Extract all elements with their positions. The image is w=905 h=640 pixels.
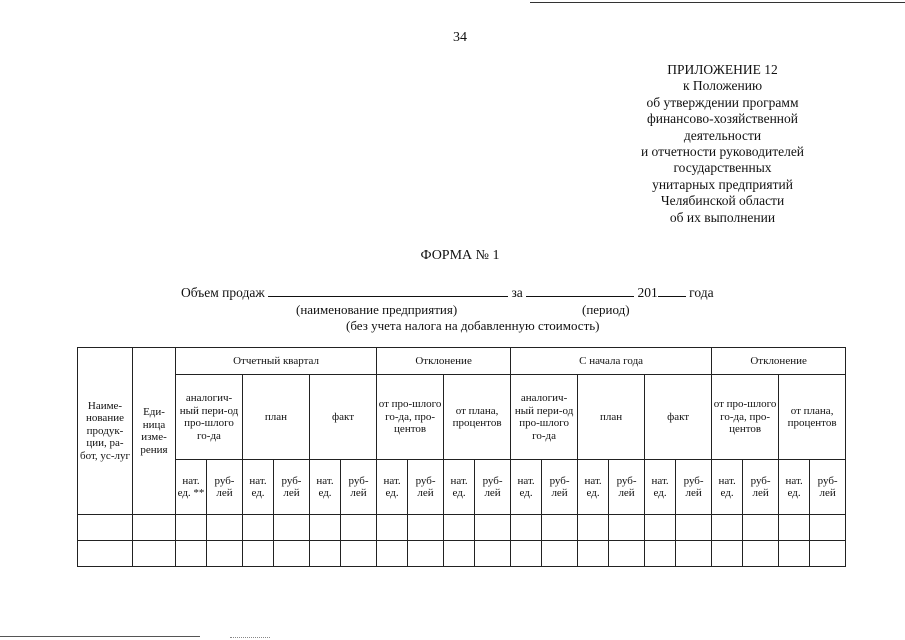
table-cell[interactable]	[645, 515, 676, 541]
table-row	[78, 541, 846, 567]
appendix-line: государственных	[673, 160, 772, 176]
table-cell[interactable]	[475, 515, 511, 541]
table-cell[interactable]	[645, 541, 676, 567]
unit-rubles: руб-лей	[475, 460, 511, 515]
unit-natural: нат. ед.	[243, 460, 274, 515]
sub-dev-plan: от плана, процентов	[444, 375, 511, 460]
period-caption: (период)	[582, 302, 630, 317]
enterprise-caption: (наименование предприятия)	[296, 302, 458, 317]
group-deviation-year: Отклонение	[712, 348, 846, 375]
sub-fact: факт	[645, 375, 712, 460]
unit-natural: нат. ед.	[310, 460, 341, 515]
table-cell[interactable]	[78, 515, 133, 541]
appendix-line: Челябинской области	[660, 193, 785, 209]
sales-label: Объем продаж	[181, 285, 265, 300]
table-cell[interactable]	[274, 541, 310, 567]
table-cell[interactable]	[176, 541, 207, 567]
table-row	[78, 515, 846, 541]
table-cell[interactable]	[810, 515, 846, 541]
sub-dev-prev-year: от про-шлого го-да, про-центов	[712, 375, 779, 460]
appendix-line: унитарных предприятий	[652, 176, 793, 192]
appendix-block	[600, 62, 845, 226]
table-cell[interactable]	[712, 515, 743, 541]
table-cell[interactable]	[779, 541, 810, 567]
table-cell[interactable]	[377, 541, 408, 567]
table-cell[interactable]	[542, 541, 578, 567]
appendix-line: об утверждении программ	[646, 94, 799, 110]
table-cell[interactable]	[609, 515, 645, 541]
table-cell[interactable]	[444, 541, 475, 567]
table-cell[interactable]	[377, 515, 408, 541]
table-cell[interactable]	[444, 515, 475, 541]
appendix-line: к Положению	[682, 78, 763, 94]
unit-rubles: руб-лей	[207, 460, 243, 515]
unit-rubles: руб-лей	[408, 460, 444, 515]
unit-natural: нат. ед. **	[176, 460, 207, 515]
sub-dev-prev-year: от про-шлого го-да, про-центов	[377, 375, 444, 460]
table-cell[interactable]	[578, 515, 609, 541]
sub-fact: факт	[310, 375, 377, 460]
appendix-line: деятельности	[683, 127, 762, 143]
sub-prev-year: аналогич-ный пери-од про-шлого го-да	[511, 375, 578, 460]
table-cell[interactable]	[676, 541, 712, 567]
page-number: 34	[453, 30, 467, 45]
table-cell[interactable]	[511, 541, 542, 567]
table-cell[interactable]	[274, 515, 310, 541]
vat-caption: (без учета налога на добавленную стоимость)	[346, 318, 600, 333]
group-deviation-quarter: Отклонение	[377, 348, 511, 375]
unit-natural: нат. ед.	[779, 460, 810, 515]
sub-plan: план	[578, 375, 645, 460]
table-cell[interactable]	[609, 541, 645, 567]
table-cell[interactable]	[779, 515, 810, 541]
appendix-line: об их выполнении	[669, 209, 776, 225]
year-field[interactable]	[658, 284, 686, 297]
table-cell[interactable]	[712, 541, 743, 567]
table-cell[interactable]	[408, 515, 444, 541]
table-cell[interactable]	[542, 515, 578, 541]
period-field[interactable]	[526, 284, 634, 297]
sales-line	[181, 284, 714, 301]
bottom-rule	[0, 636, 200, 637]
table-cell[interactable]	[133, 541, 176, 567]
form-title: ФОРМА № 1	[420, 248, 500, 263]
table-cell[interactable]	[475, 541, 511, 567]
period-prefix: за	[511, 285, 523, 300]
unit-natural: нат. ед.	[444, 460, 475, 515]
table-cell[interactable]	[408, 541, 444, 567]
table-cell[interactable]	[176, 515, 207, 541]
enterprise-name-field[interactable]	[268, 284, 508, 297]
unit-rubles: руб-лей	[274, 460, 310, 515]
unit-natural: нат. ед.	[511, 460, 542, 515]
unit-rubles: руб-лей	[810, 460, 846, 515]
group-quarter: Отчетный квартал	[176, 348, 377, 375]
unit-natural: нат. ед.	[712, 460, 743, 515]
group-year-to-date: С начала года	[511, 348, 712, 375]
table-cell[interactable]	[133, 515, 176, 541]
appendix-line: ПРИЛОЖЕНИЕ 12	[667, 62, 778, 77]
unit-natural: нат. ед.	[578, 460, 609, 515]
table-cell[interactable]	[78, 541, 133, 567]
table-cell[interactable]	[310, 541, 341, 567]
unit-rubles: руб-лей	[341, 460, 377, 515]
unit-natural: нат. ед.	[377, 460, 408, 515]
table-cell[interactable]	[743, 541, 779, 567]
col-unit: Еди-ница изме-рения	[133, 348, 176, 515]
sub-plan: план	[243, 375, 310, 460]
table-cell[interactable]	[511, 515, 542, 541]
bottom-rule-dotted	[230, 637, 270, 638]
table-cell[interactable]	[578, 541, 609, 567]
table-cell[interactable]	[341, 515, 377, 541]
unit-rubles: руб-лей	[743, 460, 779, 515]
unit-natural: нат. ед.	[645, 460, 676, 515]
table-cell[interactable]	[243, 541, 274, 567]
table-cell[interactable]	[243, 515, 274, 541]
top-rule	[530, 2, 905, 3]
sub-dev-plan: от плана, процентов	[779, 375, 846, 460]
unit-rubles: руб-лей	[609, 460, 645, 515]
year-prefix: 201	[637, 285, 658, 300]
table-cell[interactable]	[743, 515, 779, 541]
sales-table	[77, 347, 846, 567]
sub-prev-year: аналогич-ный пери-од про-шлого го-да	[176, 375, 243, 460]
unit-rubles: руб-лей	[542, 460, 578, 515]
appendix-line: и отчетности руководителей	[640, 144, 805, 160]
table-cell[interactable]	[341, 541, 377, 567]
table-cell[interactable]	[207, 515, 243, 541]
col-product-name: Наиме-нование продук-ции, ра-бот, ус-луг	[78, 348, 133, 515]
table-cell[interactable]	[676, 515, 712, 541]
year-suffix: года	[689, 285, 714, 300]
table-cell[interactable]	[810, 541, 846, 567]
table-cell[interactable]	[310, 515, 341, 541]
appendix-line: финансово-хозяйственной	[646, 111, 799, 127]
table-cell[interactable]	[207, 541, 243, 567]
unit-rubles: руб-лей	[676, 460, 712, 515]
